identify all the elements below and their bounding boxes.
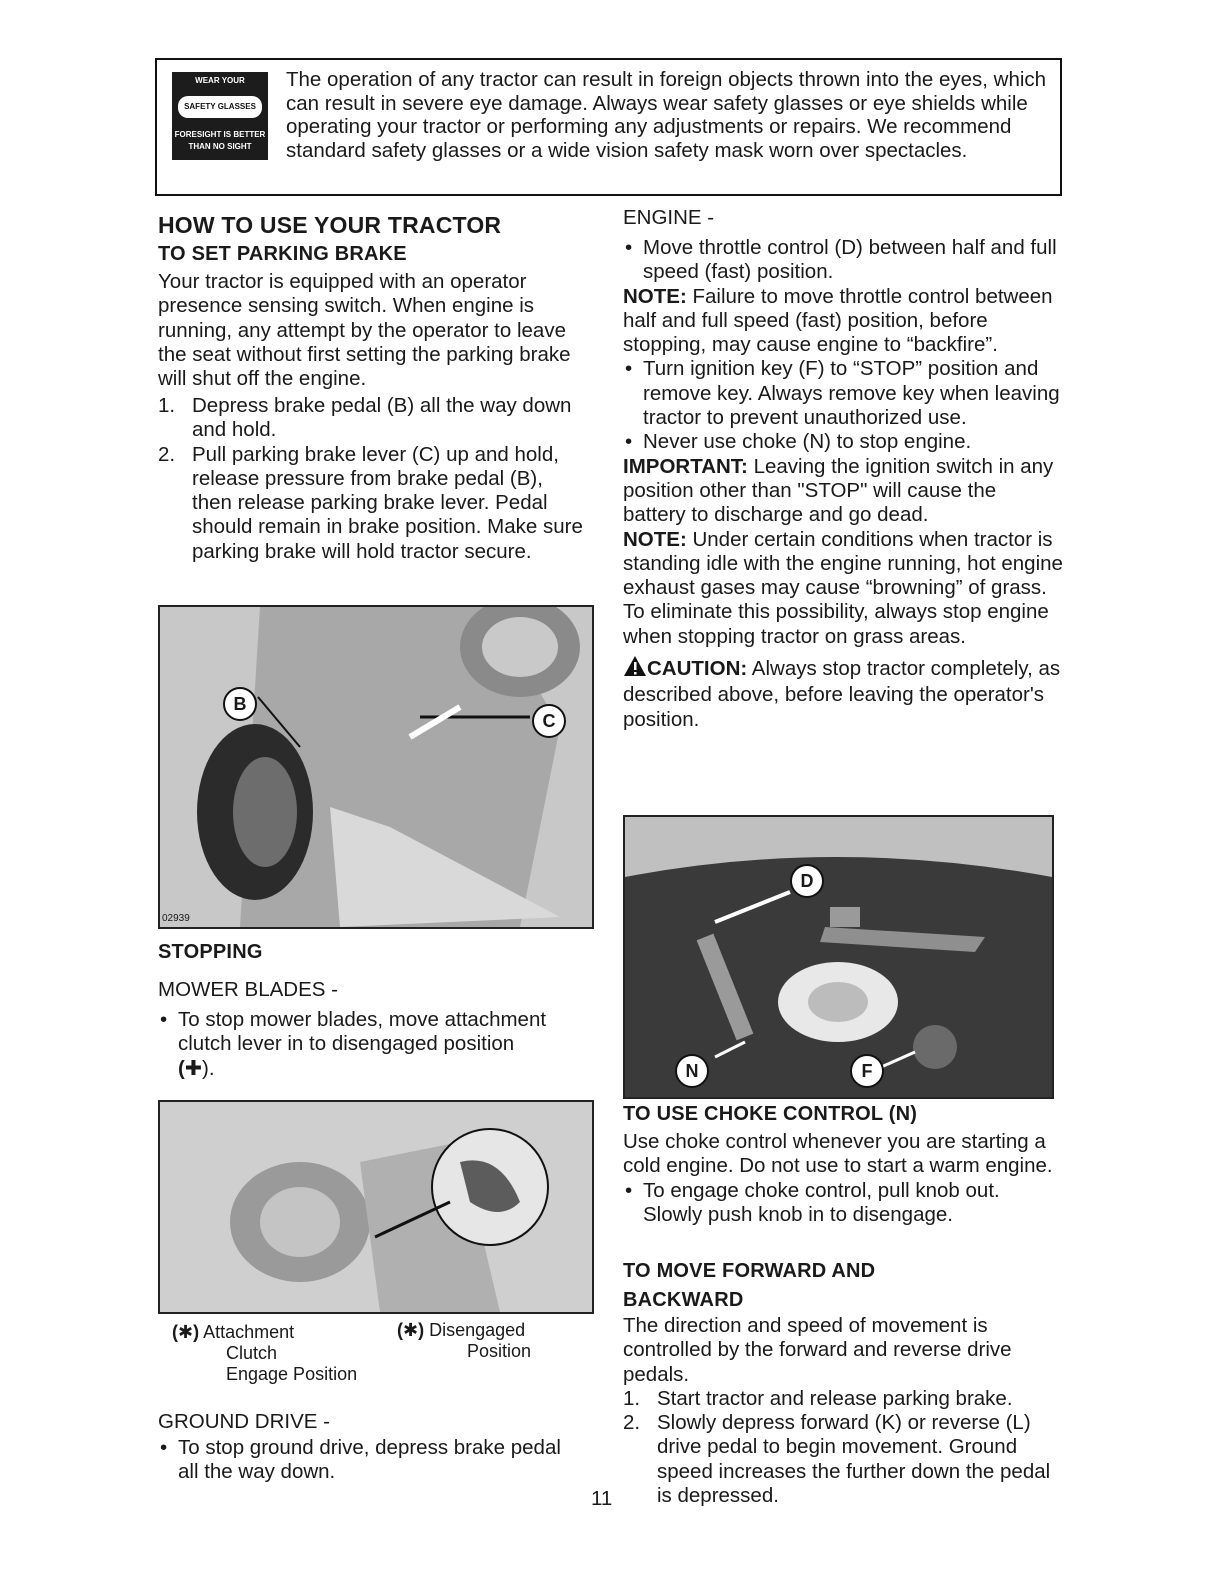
step-number: 2. — [623, 1411, 641, 1435]
note-label: NOTE: — [623, 284, 687, 308]
move-heading-line: TO MOVE FORWARD AND — [623, 1260, 876, 1282]
bullet-text: Turn ignition key (F) to “STOP” position and remove key. Always remove key when leaving tractor to prevent unauthorized use. — [643, 357, 1060, 430]
attachment-clutch-figure — [158, 1100, 594, 1314]
icon-text: FORESIGHT IS BETTER — [174, 130, 266, 139]
clutch-disengage-icon: (✱) — [397, 1320, 425, 1340]
ground-drive-bullet — [158, 1436, 578, 1485]
icon-text: THAN NO SIGHT — [188, 142, 252, 151]
important-label: IMPORTANT: — [623, 454, 748, 478]
choke-section — [623, 1130, 1063, 1227]
bullet-suffix: ). — [202, 1056, 215, 1080]
note-text: Failure to move throttle control between half and full speed (fast) position, before stopping, may cause engine to “backfire”. — [623, 284, 1053, 357]
stopping-heading: STOPPING — [158, 941, 263, 963]
bullet: • — [625, 357, 633, 381]
bullet-text: To stop ground drive, depress brake pedal all the way down. — [178, 1436, 561, 1484]
list-item — [158, 394, 588, 443]
bullet: • — [160, 1436, 168, 1459]
parking-brake-illustration — [160, 607, 592, 927]
section-heading: HOW TO USE YOUR TRACTOR — [158, 212, 502, 238]
list-item — [158, 443, 588, 564]
caution-triangle-icon — [623, 655, 647, 683]
bullet-text: To stop mower blades, move attachment clutch lever in to disengaged position — [178, 1008, 547, 1056]
bullet-text: Never use choke (N) to stop engine. — [643, 430, 972, 454]
move-heading-line: BACKWARD — [623, 1289, 744, 1311]
caption-text: Position — [467, 1341, 532, 1361]
callout-n: N — [675, 1054, 709, 1088]
disengage-caption — [397, 1320, 531, 1362]
warning-text: The operation of any tractor can result in foreign objects thrown into the eyes, which can result in severe eye damage. Always wear safety glasses or eye shields while operating your tractor or performing any adjustments or repairs. We recommend standard safety glasses or a wide vision safety mask worn over spectacles. — [286, 68, 1047, 162]
step-text: Depress brake pedal (B) all the way down and hold. — [192, 394, 572, 442]
step-text: Slowly depress forward (K) or reverse (L) drive pedal to begin movement. Ground speed increases the further down the pedal is depressed. — [657, 1411, 1051, 1508]
caption-text: Clutch — [226, 1343, 278, 1363]
note-text: Under certain conditions when tractor is standing idle with the engine running, hot engine exhaust gases may cause “browning” of grass. To eliminate this possibility, always stop engine when stopping tractor on grass areas. — [623, 527, 1063, 648]
ground-drive-label: GROUND DRIVE - — [158, 1410, 330, 1433]
move-text: The direction and speed of movement is controlled by the forward and reverse drive pedals. — [623, 1314, 1012, 1386]
engage-caption — [172, 1322, 357, 1385]
parking-brake-figure — [158, 605, 594, 929]
parking-brake-heading: TO SET PARKING BRAKE — [158, 243, 407, 265]
mower-blades-bullet — [158, 1008, 598, 1081]
bullet: • — [160, 1008, 168, 1031]
clutch-disengage-icon: (✚ — [178, 1056, 203, 1080]
step-number: 1. — [623, 1386, 641, 1410]
move-heading — [623, 1257, 875, 1315]
parking-brake-steps — [158, 394, 588, 564]
choke-text: Use choke control whenever you are starting a cold engine. Do not use to start a warm engine. — [623, 1130, 1053, 1178]
step-number: 2. — [158, 442, 176, 466]
bullet: • — [625, 1178, 633, 1202]
callout-d: D — [790, 864, 824, 898]
caption-text: Disengaged — [429, 1320, 526, 1340]
list-item — [623, 1387, 1063, 1411]
callout-b: B — [223, 687, 257, 721]
attachment-clutch-illustration — [160, 1102, 592, 1312]
caption-text: Engage Position — [226, 1364, 358, 1384]
bullet: • — [625, 236, 633, 259]
bullet-text: To engage choke control, pull knob out. Slowly push knob in to disengage. — [643, 1178, 1000, 1226]
move-section — [623, 1314, 1063, 1508]
callout-f: F — [850, 1054, 884, 1088]
engine-label: ENGINE - — [623, 206, 715, 229]
step-text: Pull parking brake lever (C) up and hold, release pressure from brake pedal (B), then release parking brake lever. Pedal should remain in brake position. Make sure parking brake will hold tractor secure. — [192, 442, 583, 563]
figure-code: 02939 — [162, 913, 190, 924]
parking-brake-intro: Your tractor is equipped with an operator presence sensing switch. When engine is running, any attempt by the operator to leave the seat without first setting the parking brake will shut off the engine. — [158, 270, 571, 391]
engine-section — [623, 236, 1063, 732]
bullet: • — [625, 430, 633, 454]
caption-text: Attachment — [203, 1322, 295, 1342]
clutch-engage-icon: (✱) — [172, 1322, 200, 1342]
list-item — [623, 1411, 1063, 1508]
important-text: Leaving the ignition switch in any position other than "STOP" will cause the battery to discharge and go dead. — [623, 454, 1054, 527]
safety-glasses-icon — [172, 72, 268, 160]
step-text: Start tractor and release parking brake. — [657, 1386, 1013, 1410]
note-label: NOTE: — [623, 527, 687, 551]
mower-blades-label: MOWER BLADES - — [158, 978, 338, 1001]
choke-heading: TO USE CHOKE CONTROL (N) — [623, 1103, 918, 1125]
icon-text: SAFETY GLASSES — [178, 96, 262, 118]
caution-label: CAUTION: — [647, 657, 748, 681]
page-number: 11 — [591, 1487, 613, 1510]
icon-text: WEAR YOUR — [195, 76, 245, 85]
step-number: 1. — [158, 394, 176, 417]
bullet-text: Move throttle control (D) between half and full speed (fast) position. — [643, 236, 1057, 284]
engine-controls-figure — [623, 815, 1054, 1099]
callout-c: C — [532, 704, 566, 738]
caution-text: Always stop tractor completely, as described above, before leaving the operator's position. — [623, 657, 1061, 731]
